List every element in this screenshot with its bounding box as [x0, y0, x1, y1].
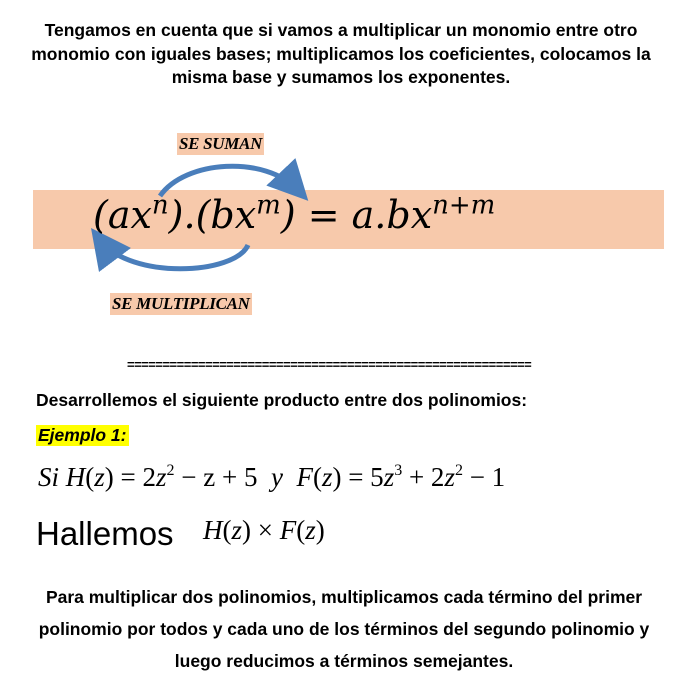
- monomial-product-formula: [33, 190, 664, 249]
- sum-tag: SE SUMAN: [179, 134, 263, 153]
- formula-lhs-second: ).(bx: [168, 193, 257, 237]
- formula-rhs: ) = a.bx: [280, 193, 433, 237]
- product-expression: H(z) × F(z): [203, 515, 325, 545]
- intro-paragraph: Tengamos en cuenta que si vamos a multiplicar un monomio entre otro monomio con iguales bases; multiplicamos los coeficientes, colocamos la misma base y sumamos los exponentes.: [31, 20, 651, 87]
- conclusion-paragraph: Para multiplicar dos polinomios, multiplicamos cada término del primer polinomio por todos y cada uno de los términos del segundo polinomio y luego reducimos a términos semejantes.: [38, 587, 650, 671]
- and-word: y: [270, 462, 283, 492]
- development-title: Desarrollemos el siguiente producto entre dos polinomios:: [36, 390, 528, 410]
- formula-lhs-first: (ax: [93, 193, 152, 237]
- polynomial-definitions: Si $H(z) = 2z^2 - z + 5$ y $F(z) = 5z^3 + 2z^2 - 1$: [38, 461, 506, 492]
- multiply-tag: SE MULTIPLICAN: [112, 294, 250, 313]
- example-label: Ejemplo 1:: [38, 425, 127, 445]
- exponent-n: n: [151, 190, 169, 221]
- exponent-m: m: [256, 190, 281, 221]
- si-word: Si: [38, 462, 60, 492]
- find-word: Hallemos: [36, 515, 174, 552]
- separator-line: =========================================================: [127, 357, 532, 372]
- exponent-sum: n+m: [432, 190, 496, 221]
